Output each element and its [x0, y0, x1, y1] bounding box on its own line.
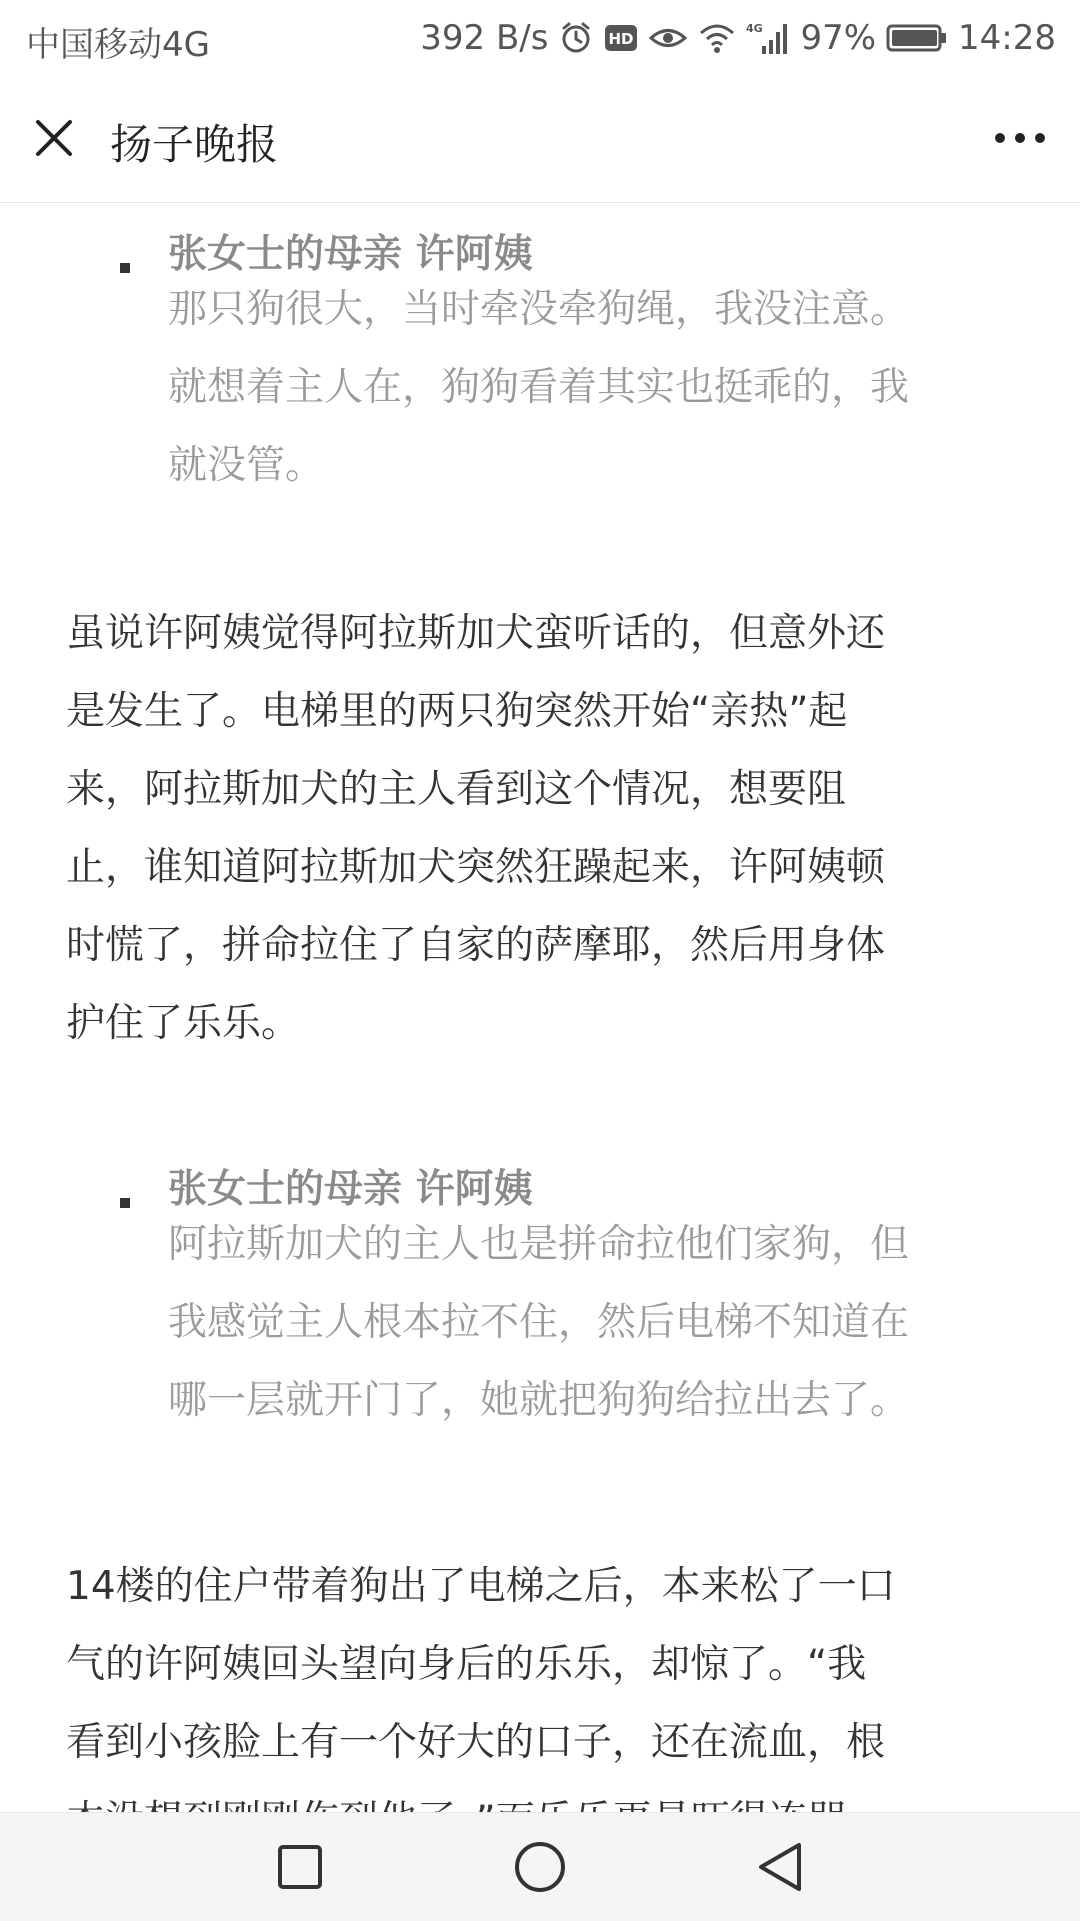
paragraph-line: 时慌了，拼命拉住了自家的萨摩耶，然后用身体 [66, 923, 886, 968]
alarm-icon [558, 20, 594, 56]
quote-speaker: 张女士的母亲 许阿姨 [168, 232, 533, 277]
page-title: 扬子晚报 [110, 120, 279, 169]
svg-text:HD: HD [608, 30, 634, 48]
bullet-marker [120, 1198, 130, 1208]
more-icon [994, 132, 1046, 144]
article-content[interactable] [0, 203, 1080, 1812]
system-nav-bar [0, 1812, 1080, 1921]
quote-line: 就没管。 [168, 443, 325, 488]
quote-line: 哪一层就开门了，她就把狗狗给拉出去了。 [168, 1378, 910, 1423]
carrier-label: 中国移动4G [26, 25, 210, 65]
circle-icon [513, 1840, 567, 1894]
paragraph-line: 护住了乐乐。 [66, 1001, 301, 1046]
paragraph-line: 14楼的住户带着狗出了电梯之后，本来松了一口 [66, 1564, 896, 1609]
quote-text [168, 1206, 1028, 1440]
hd-icon [604, 23, 638, 53]
quote-line: 我感觉主人根本拉不住，然后电梯不知道在 [168, 1300, 910, 1345]
quote-block [120, 1158, 1020, 1458]
home-button[interactable] [500, 1827, 580, 1907]
close-button[interactable] [24, 108, 84, 168]
svg-text:4G: 4G [746, 22, 764, 35]
quote-text [168, 271, 1028, 505]
paragraph-line: 气的许阿姨回头望向身后的乐乐，却惊了。“我 [66, 1642, 867, 1687]
quote-line: 那只狗很大，当时牵没牵狗绳，我没注意。 [168, 287, 910, 332]
quote-block [120, 223, 1020, 523]
eye-icon [648, 23, 688, 53]
wifi-icon [698, 22, 736, 54]
square-icon [276, 1843, 324, 1891]
more-options-button[interactable] [988, 116, 1052, 160]
triangle-back-icon [755, 1841, 805, 1893]
bullet-marker [120, 263, 130, 273]
close-icon [32, 116, 76, 160]
paragraph-line: 是发生了。电梯里的两只狗突然开始“亲热”起 [66, 689, 848, 734]
paragraph-line: 虽说许阿姨觉得阿拉斯加犬蛮听话的，但意外还 [66, 611, 886, 656]
quote-line: 就想着主人在，狗狗看着其实也挺乖的，我 [168, 365, 910, 410]
network-speed: 392 B/s [420, 18, 549, 58]
paragraph-line: 来，阿拉斯加犬的主人看到这个情况，想要阻 [66, 767, 847, 812]
signal-icon [746, 20, 790, 56]
recent-apps-button[interactable] [260, 1827, 340, 1907]
status-icons [420, 14, 1056, 62]
paragraph-line: 看到小孩脸上有一个好大的口子，还在流血，根 [66, 1720, 886, 1765]
battery-percent: 97% [800, 18, 877, 58]
quote-line: 阿拉斯加犬的主人也是拼命拉他们家狗，但 [168, 1222, 910, 1267]
clock: 14:28 [958, 18, 1056, 58]
back-button[interactable] [740, 1827, 820, 1907]
paragraph-line: 止，谁知道阿拉斯加犬突然狂躁起来，许阿姨顿 [66, 845, 886, 890]
article-paragraph [66, 595, 1016, 1063]
status-bar [0, 0, 1080, 76]
battery-icon [886, 23, 948, 53]
quote-speaker: 张女士的母亲 许阿姨 [168, 1167, 533, 1212]
article-header [0, 76, 1080, 203]
